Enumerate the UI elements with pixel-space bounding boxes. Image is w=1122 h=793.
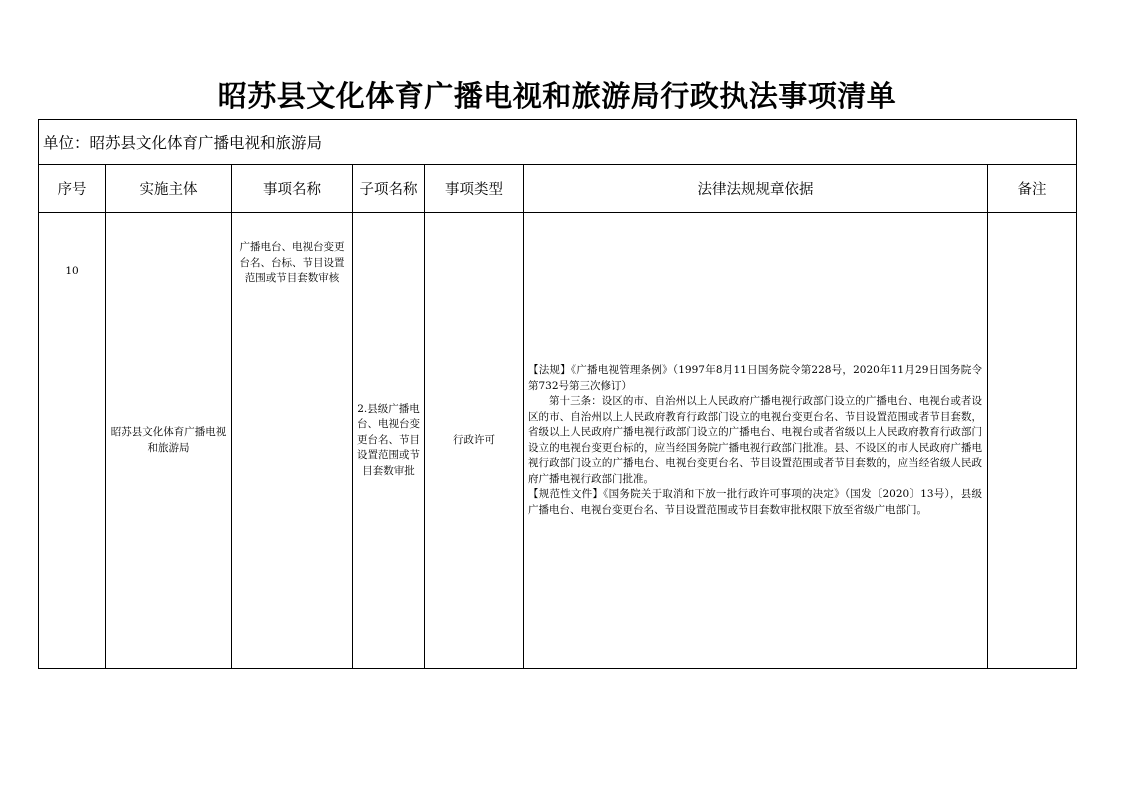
cell-subject: 昭苏县文化体育广播电视和旅游局 bbox=[106, 213, 232, 669]
cell-legal-basis bbox=[524, 213, 988, 669]
header-item-name: 事项名称 bbox=[232, 165, 353, 213]
table-header-row bbox=[39, 165, 1077, 213]
cell-remark bbox=[988, 213, 1077, 669]
header-seq: 序号 bbox=[39, 165, 106, 213]
header-subitem-name: 子项名称 bbox=[353, 165, 425, 213]
legal-basis-article: 第十三条：设区的市、自治州以上人民政府广播电视行政部门设立的广播电台、电视台或者设区的市、自治州以上人民政府教育行政部门设立的电视台变更台名、节目设置范围或者节目套数，省级以上人民政府广播电视行政部门设立的广播电台、电视台或者省级以上人民政府教育行政部门设立的电视台变更台标的，应当经国务院广播电视行政部门批准。县、不设区的市人民政府广播电视行政部门设立的广播电台、电视台变更台名、节目设置范围或者节目套数的，应当经省级人民政府广播电视行政部门批准。 bbox=[528, 395, 982, 485]
unit-label: 单位：昭苏县文化体育广播电视和旅游局 bbox=[39, 120, 1077, 165]
header-legal-basis: 法律法规规章依据 bbox=[524, 165, 988, 213]
page-title: 昭苏县文化体育广播电视和旅游局行政执法事项清单 bbox=[217, 79, 897, 113]
legal-basis-regulation: 【法规】《广播电视管理条例》（1997年8月11日国务院令第228号，2020年11月29日国务院令第732号第三次修订） bbox=[528, 364, 982, 392]
header-subject: 实施主体 bbox=[106, 165, 232, 213]
header-item-type: 事项类型 bbox=[425, 165, 524, 213]
cell-subitem-name: 2.县级广播电台、电视台变更台名、节目设置范围或节目套数审批 bbox=[353, 213, 425, 669]
cell-item-name: 广播电台、电视台变更台名、台标、节目设置范围或节目套数审核 bbox=[232, 213, 353, 669]
legal-basis-normative-document: 【规范性文件】《国务院关于取消和下放一批行政许可事项的决定》（国发〔2020〕13号），县级广播电台、电视台变更台名、节目设置范围或节目套数审批权限下放至省级广电部门。 bbox=[528, 488, 982, 516]
enforcement-items-table bbox=[38, 119, 1077, 669]
cell-seq: 10 bbox=[39, 213, 106, 669]
table-row bbox=[39, 213, 1077, 669]
header-remark: 备注 bbox=[988, 165, 1077, 213]
cell-item-type: 行政许可 bbox=[425, 213, 524, 669]
